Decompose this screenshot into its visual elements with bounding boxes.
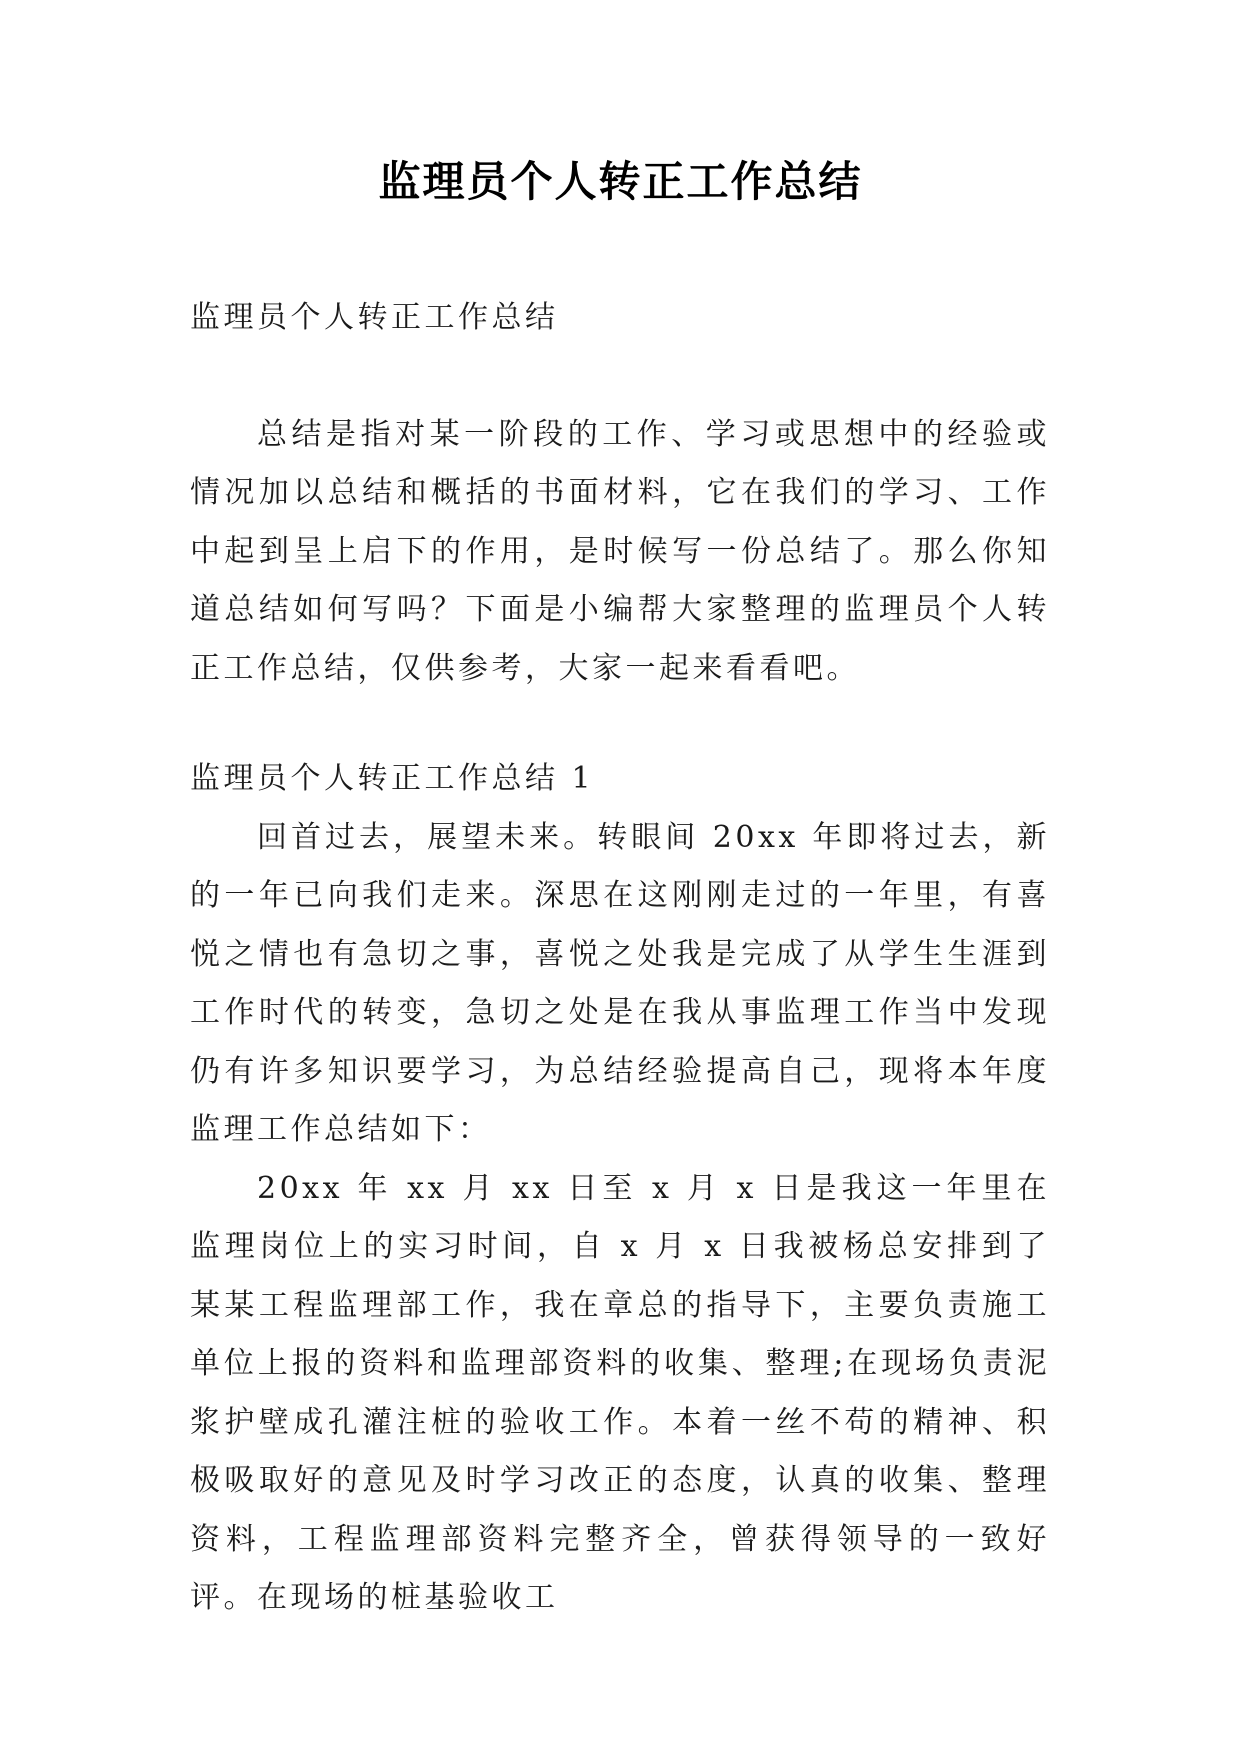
document-title: 监理员个人转正工作总结 bbox=[378, 157, 863, 206]
intro-paragraph: 总结是指对某一阶段的工作、学习或思想中的经验或情况加以总结和概括的书面材料，它在我们的学习、工作中起到呈上启下的作用，是时候写一份总结了。那么你知道总结如何写吗？下面是小编帮大家整理的监理员个人转正工作总结，仅供参考，大家一起来看看吧。 bbox=[190, 416, 1050, 686]
document-subtitle: 监理员个人转正工作总结 bbox=[190, 300, 559, 335]
section-paragraph-2: 20xx 年 xx 月 xx 日至 x 月 x 日是我这一年里在监理岗位上的实习时间，自 x 月 x 日我被杨总安排到了某某工程监理部工作，我在章总的指导下，主要负责施工单位上报的资料和监理部资料的收集、整理;在现场负责泥浆护壁成孔灌注桩的验收工作。本着一丝不苟的精神、积极吸取好的意见及时学习改正的态度，认真的收集、整理资料，工程监理部资料完整齐全，曾获得领导的一致好评。在现场的桩基验收工 bbox=[190, 1170, 1050, 1615]
paragraph-spacer bbox=[190, 348, 1050, 406]
section-paragraph-1: 回首过去，展望未来。转眼间 20xx 年即将过去，新的一年已向我们走来。深思在这刚刚走过的一年里，有喜悦之情也有急切之事，喜悦之处我是完成了从学生生涯到工作时代的转变，急切之处是在我从事监理工作当中发现仍有许多知识要学习，为总结经验提高自己，现将本年度监理工作总结如下： bbox=[190, 819, 1050, 1147]
paragraph-spacer bbox=[190, 698, 1050, 750]
section-heading: 监理员个人转正工作总结 1 bbox=[190, 761, 595, 796]
document-body bbox=[190, 289, 1050, 1628]
